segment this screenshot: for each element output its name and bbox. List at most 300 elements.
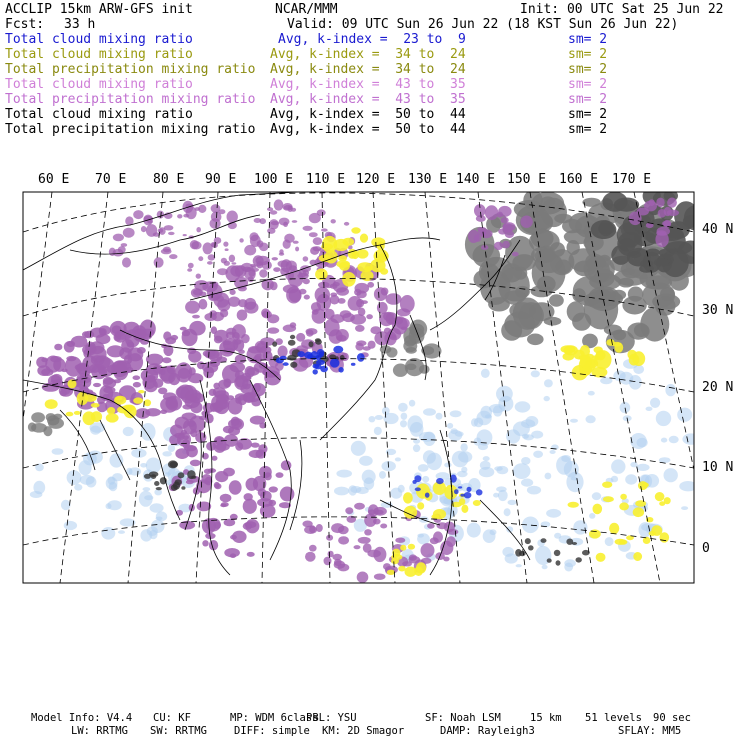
purple-cloud-blob	[386, 293, 402, 305]
purple-cloud-blob	[304, 526, 317, 534]
light-cloud-blob	[143, 487, 151, 491]
purple-cloud-blob	[251, 443, 260, 448]
yellow-cloud-blob	[336, 260, 350, 268]
purple-cloud-blob	[303, 226, 313, 231]
light-cloud-blob	[123, 427, 134, 436]
dark-cloud-blob	[170, 461, 178, 467]
purple-cloud-blob	[247, 552, 255, 557]
purple-cloud-blob	[273, 267, 280, 272]
purple-cloud-blob	[169, 254, 177, 259]
purple-cloud-blob	[282, 203, 292, 211]
blue-cloud-blob	[464, 492, 472, 498]
light-cloud-blob	[489, 404, 505, 413]
purple-cloud-blob	[348, 296, 362, 311]
purple-cloud-blob	[317, 209, 326, 216]
blue-cloud-blob	[436, 478, 444, 484]
purple-cloud-blob	[433, 531, 443, 542]
gray-cloud-blob	[646, 249, 660, 257]
model-info-item: SW: RRTMG	[150, 725, 207, 737]
purple-cloud-blob	[183, 234, 187, 236]
light-cloud-blob	[52, 448, 64, 455]
light-cloud-blob	[140, 423, 155, 441]
purple-cloud-blob	[230, 289, 236, 295]
legend-sm: sm= 2	[568, 47, 608, 62]
yellow-cloud-blob	[655, 492, 665, 501]
dark-cloud-blob	[315, 338, 321, 342]
yellow-cloud-blob	[619, 502, 629, 510]
light-cloud-blob	[494, 466, 503, 471]
purple-cloud-blob	[373, 507, 387, 516]
light-cloud-blob	[139, 491, 153, 507]
lat-label: 10 N	[702, 460, 734, 475]
purple-cloud-blob	[250, 416, 265, 425]
purple-cloud-blob	[196, 274, 201, 279]
purple-cloud-blob	[276, 472, 284, 478]
legend-avg: Avg, k-index = 34 to 24	[270, 47, 466, 62]
purple-cloud-blob	[214, 522, 221, 529]
light-cloud-blob	[600, 377, 612, 384]
gray-cloud-blob	[527, 334, 544, 346]
legend-field: Total cloud mixing ratio	[5, 77, 193, 92]
purple-cloud-blob	[269, 486, 278, 492]
purple-cloud-blob	[305, 552, 316, 562]
purple-cloud-blob	[248, 276, 254, 282]
dark-cloud-blob	[181, 486, 185, 490]
gray-cloud-blob	[613, 330, 626, 341]
light-cloud-blob	[681, 506, 688, 510]
purple-cloud-blob	[187, 268, 192, 272]
purple-cloud-blob	[190, 460, 201, 467]
light-cloud-blob	[364, 477, 375, 489]
purple-cloud-blob	[159, 367, 175, 382]
purple-cloud-blob	[474, 234, 482, 242]
light-cloud-blob	[86, 476, 97, 487]
lon-label: 60 E	[38, 172, 70, 187]
purple-cloud-blob	[254, 218, 262, 223]
purple-cloud-blob	[83, 349, 91, 358]
light-cloud-blob	[677, 408, 692, 422]
purple-cloud-blob	[497, 212, 503, 218]
model-info-item: SF: Noah LSM	[425, 712, 501, 724]
lon-label: 130 E	[408, 172, 448, 187]
light-cloud-blob	[400, 420, 407, 427]
purple-cloud-blob	[356, 340, 366, 346]
purple-cloud-blob	[71, 336, 87, 348]
yellow-cloud-blob	[433, 509, 446, 519]
purple-cloud-blob	[198, 205, 206, 213]
purple-cloud-blob	[163, 247, 171, 253]
light-cloud-blob	[398, 485, 405, 493]
yellow-cloud-blob	[351, 227, 360, 233]
legend-field: Total precipitation mixing ratio	[5, 92, 256, 107]
light-cloud-blob	[630, 462, 637, 467]
purple-cloud-blob	[326, 535, 333, 541]
legend-field: Total cloud mixing ratio	[5, 47, 193, 62]
purple-cloud-blob	[367, 282, 374, 288]
gray-cloud-blob	[541, 198, 567, 227]
purple-cloud-blob	[113, 234, 124, 242]
lat-label: 30 N	[702, 303, 734, 318]
purple-cloud-blob	[358, 537, 371, 544]
light-cloud-blob	[665, 384, 676, 396]
gray-cloud-blob	[406, 347, 417, 354]
gray-cloud-blob	[31, 423, 47, 433]
light-cloud-blob	[30, 491, 43, 498]
purple-cloud-blob	[306, 330, 314, 337]
org-label: NCAR/MMM	[275, 2, 338, 17]
light-cloud-blob	[636, 464, 649, 471]
purple-cloud-blob	[163, 392, 177, 400]
purple-cloud-blob	[357, 572, 369, 583]
purple-cloud-blob	[113, 249, 124, 257]
yellow-cloud-blob	[596, 553, 606, 562]
purple-cloud-blob	[446, 536, 456, 547]
light-cloud-blob	[508, 500, 517, 505]
purple-cloud-blob	[304, 295, 310, 300]
purple-cloud-blob	[213, 404, 221, 409]
purple-cloud-blob	[280, 487, 295, 502]
purple-cloud-blob	[267, 327, 279, 333]
gray-cloud-blob	[654, 258, 669, 266]
lon-label: 70 E	[95, 172, 127, 187]
purple-cloud-blob	[662, 221, 671, 227]
dark-cloud-blob	[290, 335, 295, 339]
purple-cloud-blob	[186, 206, 197, 219]
purple-cloud-blob	[331, 219, 336, 223]
light-cloud-blob	[374, 427, 382, 435]
purple-cloud-blob	[184, 445, 197, 451]
purple-cloud-blob	[344, 222, 349, 226]
blue-cloud-blob	[458, 486, 462, 488]
purple-cloud-blob	[336, 329, 349, 342]
light-cloud-blob	[79, 460, 92, 475]
blue-cloud-blob	[454, 489, 459, 494]
purple-cloud-blob	[250, 391, 257, 398]
purple-cloud-blob	[191, 241, 201, 249]
purple-cloud-blob	[228, 419, 242, 429]
purple-cloud-blob	[203, 242, 213, 254]
light-cloud-blob	[107, 500, 121, 510]
purple-cloud-blob	[321, 228, 328, 231]
purple-cloud-blob	[223, 242, 228, 247]
purple-cloud-blob	[162, 357, 171, 363]
purple-cloud-blob	[217, 268, 228, 275]
lon-label: 90 E	[205, 172, 237, 187]
light-cloud-blob	[545, 473, 552, 480]
purple-cloud-blob	[228, 398, 243, 415]
purple-cloud-blob	[202, 540, 208, 546]
purple-cloud-blob	[315, 287, 330, 303]
purple-cloud-blob	[303, 278, 310, 284]
legend-avg: Avg, k-index = 43 to 35	[270, 77, 466, 92]
yellow-cloud-blob	[364, 266, 372, 271]
purple-cloud-blob	[198, 256, 203, 261]
legend-sm: sm= 2	[568, 77, 608, 92]
light-cloud-blob	[564, 563, 573, 572]
gray-cloud-blob	[589, 273, 621, 290]
light-cloud-blob	[350, 486, 361, 493]
purple-cloud-blob	[220, 494, 232, 503]
blue-cloud-blob	[317, 349, 324, 356]
light-cloud-blob	[150, 503, 164, 513]
light-cloud-blob	[611, 459, 625, 473]
light-cloud-blob	[118, 530, 125, 534]
dark-cloud-blob	[171, 484, 178, 491]
purple-cloud-blob	[380, 524, 387, 529]
purple-cloud-blob	[203, 366, 214, 378]
gray-cloud-blob	[640, 260, 653, 268]
purple-cloud-blob	[427, 523, 435, 529]
purple-cloud-blob	[259, 269, 267, 277]
yellow-cloud-blob	[125, 406, 132, 412]
gray-cloud-blob	[549, 294, 564, 306]
light-cloud-blob	[521, 479, 533, 487]
light-cloud-blob	[140, 463, 147, 468]
light-cloud-blob	[504, 508, 511, 516]
light-cloud-blob	[533, 451, 543, 458]
purple-cloud-blob	[331, 523, 344, 533]
gray-cloud-blob	[523, 190, 542, 210]
light-cloud-blob	[156, 517, 163, 521]
light-cloud-blob	[162, 451, 172, 456]
yellow-cloud-blob	[133, 397, 143, 403]
light-cloud-blob	[140, 529, 152, 541]
purple-cloud-blob	[133, 210, 143, 219]
yellow-cloud-blob	[357, 249, 369, 258]
lon-label: 100 E	[254, 172, 294, 187]
light-cloud-blob	[379, 471, 386, 479]
light-cloud-blob	[546, 509, 561, 518]
purple-cloud-blob	[160, 410, 167, 414]
purple-cloud-blob	[338, 536, 349, 544]
purple-cloud-blob	[189, 416, 205, 433]
gray-cloud-blob	[683, 215, 698, 228]
light-cloud-blob	[351, 441, 366, 456]
yellow-cloud-blob	[45, 399, 58, 409]
purple-cloud-blob	[267, 207, 273, 211]
purple-cloud-blob	[370, 326, 381, 334]
purple-cloud-blob	[213, 437, 227, 453]
legend-field: Total precipitation mixing ratio	[5, 122, 256, 137]
gray-cloud-blob	[404, 335, 416, 346]
purple-cloud-blob	[250, 232, 259, 241]
light-cloud-blob	[483, 456, 490, 461]
purple-cloud-blob	[214, 483, 221, 489]
purple-cloud-blob	[244, 245, 256, 256]
yellow-cloud-blob	[380, 268, 388, 275]
purple-cloud-blob	[127, 342, 135, 348]
purple-cloud-blob	[274, 199, 284, 210]
dark-cloud-blob	[178, 472, 185, 478]
light-cloud-blob	[398, 403, 408, 412]
purple-cloud-blob	[437, 522, 448, 529]
gray-cloud-blob	[646, 275, 673, 289]
light-cloud-blob	[513, 421, 530, 436]
gray-cloud-blob	[617, 222, 643, 247]
gray-cloud-blob	[386, 347, 397, 357]
purple-cloud-blob	[226, 328, 236, 335]
light-cloud-blob	[592, 492, 601, 500]
purple-cloud-blob	[296, 333, 305, 342]
yellow-cloud-blob	[459, 498, 465, 505]
purple-cloud-blob	[259, 466, 272, 478]
light-cloud-blob	[168, 444, 175, 452]
light-cloud-blob	[656, 411, 671, 426]
purple-cloud-blob	[123, 228, 135, 238]
purple-cloud-blob	[290, 322, 296, 328]
yellow-cloud-blob	[593, 504, 603, 515]
light-cloud-blob	[436, 413, 443, 420]
purple-cloud-blob	[192, 315, 200, 319]
yellow-cloud-blob	[609, 523, 619, 534]
light-cloud-blob	[64, 521, 77, 530]
model-info-item: LW: RRTMG	[71, 725, 128, 737]
gray-cloud-blob	[31, 412, 45, 423]
purple-cloud-blob	[355, 325, 365, 332]
light-cloud-blob	[423, 450, 436, 464]
lon-label: 160 E	[559, 172, 599, 187]
model-info-item: Model Info: V4.4	[31, 712, 133, 724]
light-cloud-blob	[498, 490, 508, 501]
lat-label: 20 N	[702, 380, 734, 395]
light-cloud-blob	[336, 470, 352, 478]
yellow-cloud-blob	[144, 399, 151, 406]
legend-sm: sm= 2	[568, 92, 608, 107]
light-cloud-blob	[369, 416, 376, 422]
light-cloud-blob	[112, 473, 123, 481]
light-cloud-blob	[460, 443, 467, 451]
purple-cloud-blob	[381, 288, 389, 296]
purple-cloud-blob	[279, 249, 283, 254]
yellow-cloud-blob	[342, 272, 356, 287]
purple-cloud-blob	[368, 341, 376, 349]
light-cloud-blob	[527, 486, 541, 495]
light-cloud-blob	[564, 461, 579, 478]
gray-cloud-blob	[532, 253, 566, 292]
purple-cloud-blob	[447, 529, 458, 535]
model-info-item: PBL: YSU	[306, 712, 357, 724]
light-cloud-blob	[422, 476, 429, 483]
dark-cloud-blob	[340, 355, 345, 360]
purple-cloud-blob	[363, 543, 372, 553]
purple-cloud-blob	[183, 435, 189, 439]
light-cloud-blob	[646, 407, 653, 411]
purple-cloud-blob	[212, 312, 224, 321]
purple-cloud-blob	[512, 252, 519, 257]
light-cloud-blob	[502, 547, 514, 557]
model-info-item: 51 levels	[585, 712, 642, 724]
purple-cloud-blob	[313, 237, 322, 245]
fcst-label: Fcst:	[5, 17, 45, 32]
purple-cloud-blob	[300, 265, 311, 272]
yellow-cloud-blob	[594, 350, 611, 369]
legend-avg: Avg, k-index = 43 to 35	[270, 92, 466, 107]
purple-cloud-blob	[354, 289, 361, 296]
gray-cloud-blob	[53, 414, 62, 420]
purple-cloud-blob	[187, 348, 196, 354]
dark-cloud-blob	[288, 340, 296, 346]
purple-cloud-blob	[165, 337, 176, 344]
yellow-cloud-blob	[602, 482, 612, 488]
light-cloud-blob	[334, 487, 349, 496]
purple-cloud-blob	[309, 545, 317, 552]
purple-cloud-blob	[656, 198, 664, 208]
light-cloud-blob	[544, 379, 553, 387]
purple-cloud-blob	[377, 302, 388, 314]
purple-cloud-blob	[230, 535, 237, 540]
yellow-cloud-blob	[461, 505, 468, 513]
lon-label: 170 E	[612, 172, 652, 187]
blue-cloud-blob	[316, 360, 325, 365]
blue-cloud-blob	[333, 346, 343, 354]
blue-cloud-blob	[338, 367, 343, 373]
purple-cloud-blob	[644, 201, 657, 212]
light-cloud-blob	[515, 401, 531, 412]
blue-cloud-blob	[351, 363, 356, 366]
model-info-item: CU: KF	[153, 712, 191, 724]
purple-cloud-blob	[257, 240, 264, 247]
lon-label: 120 E	[356, 172, 396, 187]
purple-cloud-blob	[373, 547, 386, 562]
legend-sm: sm= 2	[568, 122, 608, 137]
purple-cloud-blob	[214, 390, 229, 399]
yellow-cloud-blob	[606, 339, 614, 346]
yellow-cloud-blob	[138, 390, 144, 393]
purple-cloud-blob	[212, 456, 218, 461]
light-cloud-blob	[513, 463, 531, 479]
purple-cloud-blob	[223, 379, 231, 388]
purple-cloud-blob	[229, 255, 235, 263]
yellow-cloud-blob	[91, 403, 100, 408]
yellow-cloud-blob	[343, 238, 355, 246]
purple-cloud-blob	[189, 393, 205, 404]
purple-cloud-blob	[211, 204, 221, 213]
light-cloud-blob	[544, 396, 550, 401]
legend-avg: Avg, k-index = 50 to 44	[270, 107, 466, 122]
light-cloud-blob	[61, 500, 71, 510]
light-cloud-blob	[669, 436, 679, 443]
yellow-cloud-blob	[664, 497, 671, 504]
yellow-cloud-blob	[74, 411, 81, 415]
yellow-cloud-blob	[417, 502, 424, 509]
yellow-cloud-blob	[403, 492, 413, 503]
light-cloud-blob	[67, 470, 82, 485]
purple-cloud-blob	[148, 375, 155, 382]
light-cloud-blob	[101, 527, 115, 540]
legend-sm: sm= 2	[568, 62, 608, 77]
light-cloud-blob	[395, 457, 401, 461]
purple-cloud-blob	[480, 229, 492, 238]
purple-cloud-blob	[76, 363, 88, 374]
light-cloud-blob	[516, 564, 522, 567]
blue-cloud-blob	[414, 475, 421, 482]
purple-cloud-blob	[221, 258, 227, 264]
purple-cloud-blob	[225, 248, 229, 251]
model-title: ACCLIP 15km ARW-GFS init	[5, 2, 193, 17]
purple-cloud-blob	[272, 257, 278, 260]
yellow-cloud-blob	[633, 507, 644, 517]
light-cloud-blob	[633, 365, 644, 374]
yellow-cloud-blob	[568, 502, 579, 508]
purple-cloud-blob	[269, 500, 277, 506]
purple-cloud-blob	[99, 325, 111, 335]
purple-cloud-blob	[182, 330, 190, 336]
yellow-cloud-blob	[408, 544, 415, 550]
purple-cloud-blob	[107, 345, 125, 357]
purple-cloud-blob	[421, 543, 435, 558]
blue-cloud-blob	[297, 351, 305, 357]
purple-cloud-blob	[232, 262, 237, 264]
